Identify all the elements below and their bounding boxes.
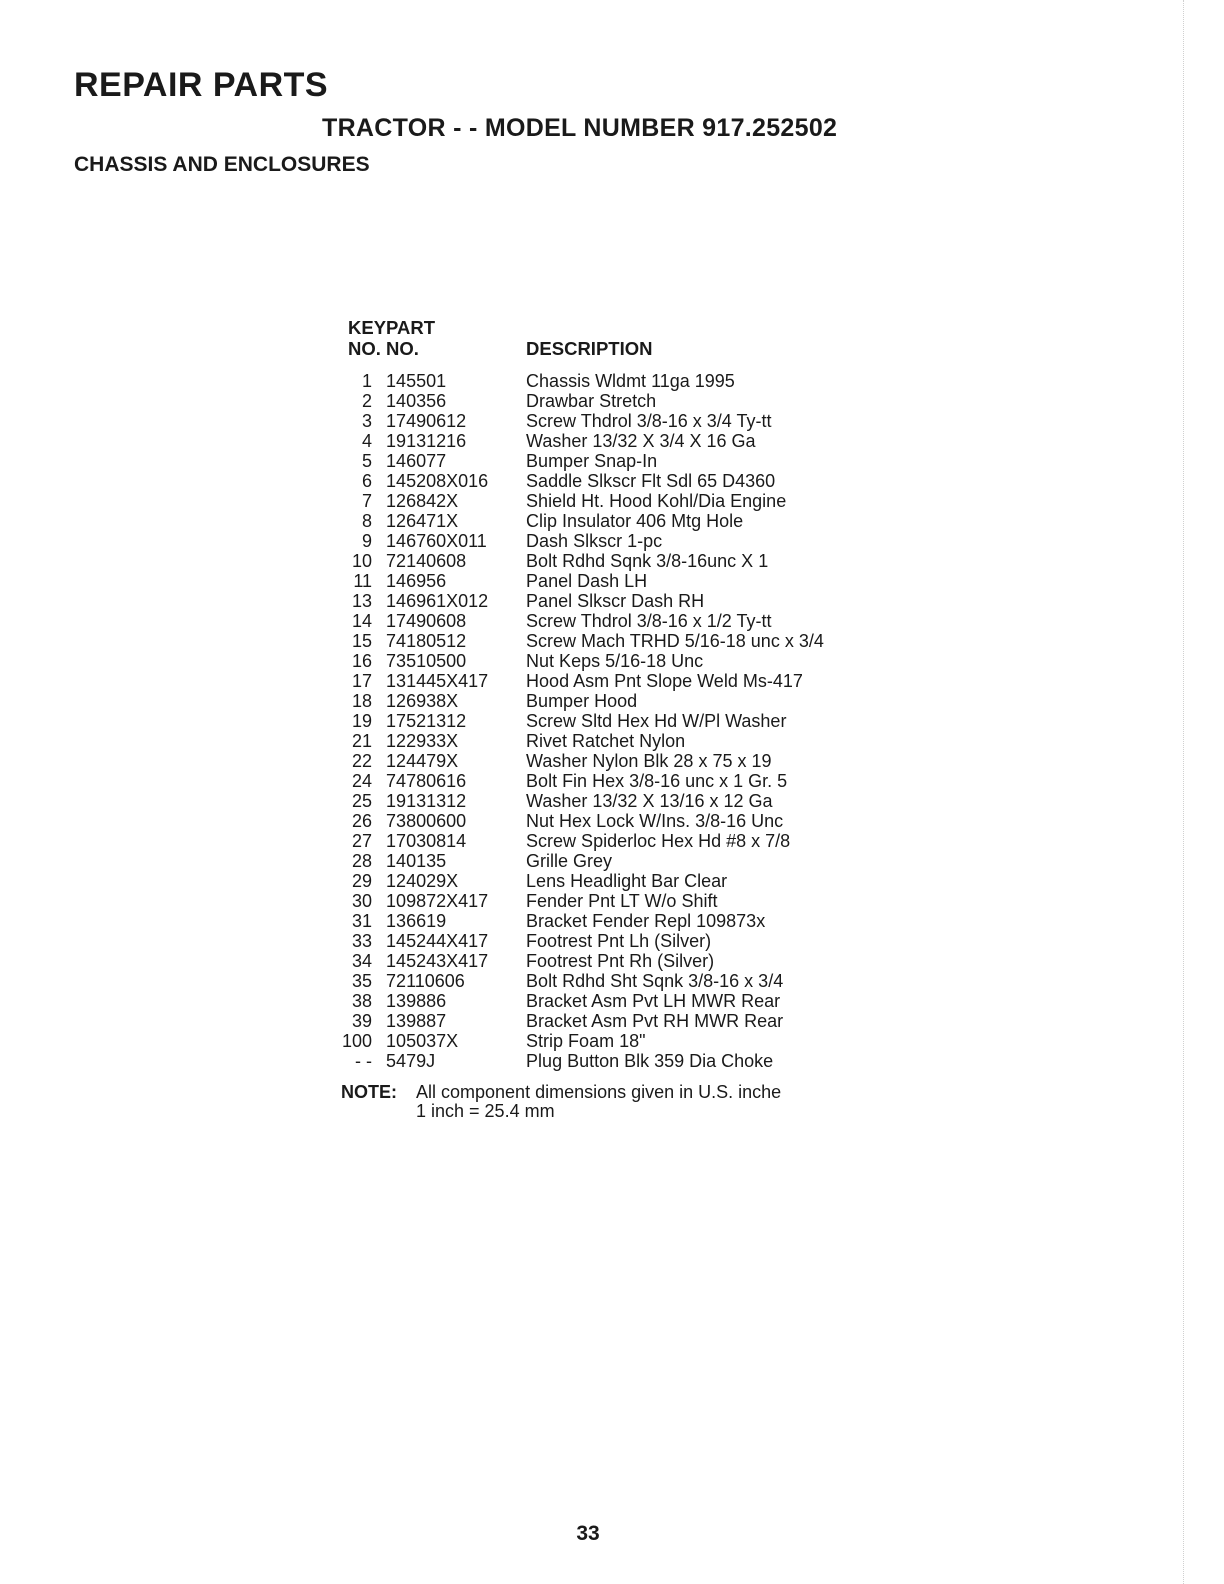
key-no-cell: 13 xyxy=(352,591,373,611)
description-cell: Screw Thdrol 3/8-16 x 1/2 Ty-tt xyxy=(526,611,772,631)
description-cell: Drawbar Stretch xyxy=(526,391,657,411)
part-no-cell: 145208X016 xyxy=(386,471,489,491)
key-no-cell: 38 xyxy=(352,991,373,1011)
part-no-cell: 146961X012 xyxy=(386,591,489,611)
key-no-cell: 7 xyxy=(362,491,373,511)
part-no-cell: 72110606 xyxy=(386,971,465,991)
table-row xyxy=(338,1011,878,1031)
description-cell: Footrest Pnt Lh (Silver) xyxy=(526,931,712,951)
table-row xyxy=(338,1031,878,1051)
description-cell: Chassis Wldmt 11ga 1995 xyxy=(526,371,735,391)
table-row xyxy=(338,931,878,951)
description-cell: Bracket Fender Repl 109873x xyxy=(526,911,766,931)
part-no-cell: 73510500 xyxy=(386,651,467,671)
description-cell: Screw Sltd Hex Hd W/Pl Washer xyxy=(526,711,787,731)
part-no-cell: 126842X xyxy=(386,491,459,511)
part-no-cell: 74780616 xyxy=(386,771,467,791)
key-no-cell: 30 xyxy=(352,891,373,911)
part-no-cell: 140356 xyxy=(386,391,447,411)
part-no-cell: 146956 xyxy=(386,571,447,591)
part-no-cell: 105037X xyxy=(386,1031,459,1051)
part-no-cell: 122933X xyxy=(386,731,459,751)
note xyxy=(341,1083,781,1121)
key-no-cell: 35 xyxy=(352,971,373,991)
description-cell: Washer 13/32 X 3/4 X 16 Ga xyxy=(526,431,756,451)
key-no-cell: 14 xyxy=(352,611,373,631)
key-no-cell: 21 xyxy=(352,731,373,751)
table-row xyxy=(338,691,878,711)
key-no-cell: 16 xyxy=(352,651,373,671)
description-cell: Bracket Asm Pvt LH MWR Rear xyxy=(526,991,781,1011)
key-no-cell: 5 xyxy=(362,451,373,471)
key-no-cell: 100 xyxy=(342,1031,373,1051)
part-no-cell: 17521312 xyxy=(386,711,467,731)
table-row xyxy=(338,751,878,771)
key-no-cell: 26 xyxy=(352,811,373,831)
description-cell: Nut Keps 5/16-18 Unc xyxy=(526,651,704,671)
part-no-cell: 139886 xyxy=(386,991,447,1011)
description-cell: Bumper Snap-In xyxy=(526,451,658,471)
model-title: TRACTOR - - MODEL NUMBER 917.252502 xyxy=(322,114,838,142)
key-no-cell: 25 xyxy=(352,791,373,811)
page-edge-line xyxy=(1182,0,1184,1584)
part-no-cell: 145501 xyxy=(386,371,447,391)
part-no-cell: 136619 xyxy=(386,911,447,931)
table-row xyxy=(338,811,878,831)
key-no-cell: 8 xyxy=(362,511,373,531)
table-row xyxy=(338,611,878,631)
description-cell: Grille Grey xyxy=(526,851,613,871)
key-no-cell: 22 xyxy=(352,751,373,771)
key-no-cell: 31 xyxy=(352,911,373,931)
header-row xyxy=(338,313,878,359)
key-no-cell: 15 xyxy=(352,631,373,651)
table-row xyxy=(338,1051,878,1071)
description-cell: Footrest Pnt Rh (Silver) xyxy=(526,951,715,971)
table-row xyxy=(338,991,878,1011)
key-no-cell: 19 xyxy=(352,711,373,731)
table-row xyxy=(338,491,878,511)
parts-table-header xyxy=(338,313,878,359)
description-cell: Washer Nylon Blk 28 x 75 x 19 xyxy=(526,751,772,771)
table-row xyxy=(338,731,878,751)
parts-table xyxy=(338,313,878,1071)
page-number: 33 xyxy=(576,1522,600,1545)
description-cell: Lens Headlight Bar Clear xyxy=(526,871,728,891)
table-row xyxy=(338,871,878,891)
table-row xyxy=(338,411,878,431)
description-cell: Washer 13/32 X 13/16 x 12 Ga xyxy=(526,791,773,811)
description-cell: Fender Pnt LT W/o Shift xyxy=(526,891,718,911)
part-no-cell: 5479J xyxy=(386,1051,436,1071)
table-row xyxy=(338,511,878,531)
part-no-cell: 17490612 xyxy=(386,411,467,431)
part-no-cell: 124479X xyxy=(386,751,459,771)
table-row xyxy=(338,591,878,611)
table-row xyxy=(338,711,878,731)
key-no-cell: 1 xyxy=(362,371,373,391)
part-no-cell: 73800600 xyxy=(386,811,467,831)
part-no-cell: 140135 xyxy=(386,851,447,871)
part-no-cell: 109872X417 xyxy=(386,891,489,911)
description-cell: Saddle Slkscr Flt Sdl 65 D4360 xyxy=(526,471,776,491)
table-row xyxy=(338,471,878,491)
description-cell: Rivet Ratchet Nylon xyxy=(526,731,686,751)
part-no-header xyxy=(386,313,518,359)
part-no-cell: 145244X417 xyxy=(386,931,489,951)
key-no-cell: 29 xyxy=(352,871,373,891)
part-no-cell: 126938X xyxy=(386,691,459,711)
key-no-header xyxy=(338,313,386,359)
page-title: REPAIR PARTS xyxy=(74,66,329,104)
table-row xyxy=(338,391,878,411)
table-row xyxy=(338,791,878,811)
table-row xyxy=(338,359,878,391)
description-cell: Screw Mach TRHD 5/16-18 unc x 3/4 xyxy=(526,631,824,651)
table-row xyxy=(338,951,878,971)
part-no-cell: 17030814 xyxy=(386,831,467,851)
table-row xyxy=(338,531,878,551)
key-no-cell: 2 xyxy=(362,391,373,411)
part-no-cell: 74180512 xyxy=(386,631,467,651)
section-title: CHASSIS AND ENCLOSURES xyxy=(74,153,370,176)
description-cell: Strip Foam 18" xyxy=(526,1031,646,1051)
description-cell: Plug Button Blk 359 Dia Choke xyxy=(526,1051,774,1071)
description-cell: Bumper Hood xyxy=(526,691,638,711)
key-no-cell: 34 xyxy=(352,951,373,971)
description-cell: Dash Slkscr 1-pc xyxy=(526,531,663,551)
table-row xyxy=(338,911,878,931)
part-header-line1: PART xyxy=(386,317,436,338)
key-no-cell: 33 xyxy=(352,931,373,951)
description-cell: Clip Insulator 406 Mtg Hole xyxy=(526,511,744,531)
table-row xyxy=(338,651,878,671)
key-header-line1: KEY xyxy=(348,317,387,338)
part-no-cell: 139887 xyxy=(386,1011,447,1031)
part-no-cell: 19131216 xyxy=(386,431,467,451)
key-no-cell: 27 xyxy=(352,831,373,851)
description-header: DESCRIPTION xyxy=(526,338,653,359)
note-label: NOTE: xyxy=(341,1082,397,1102)
part-header-line2: NO. xyxy=(386,338,419,359)
part-no-cell: 72140608 xyxy=(386,551,467,571)
key-no-cell: - - xyxy=(355,1051,373,1071)
key-no-cell: 11 xyxy=(353,571,373,591)
part-no-cell: 146077 xyxy=(386,451,447,471)
description-cell: Shield Ht. Hood Kohl/Dia Engine xyxy=(526,491,787,511)
key-no-cell: 4 xyxy=(362,431,373,451)
key-no-cell: 17 xyxy=(352,671,373,691)
table-row xyxy=(338,891,878,911)
part-no-cell: 146760X011 xyxy=(386,531,487,551)
table-row xyxy=(338,831,878,851)
table-row xyxy=(338,671,878,691)
parts-table-body xyxy=(338,359,878,1071)
key-no-cell: 39 xyxy=(352,1011,373,1031)
description-cell: Bolt Fin Hex 3/8-16 unc x 1 Gr. 5 xyxy=(526,771,788,791)
part-no-cell: 145243X417 xyxy=(386,951,489,971)
part-no-cell: 17490608 xyxy=(386,611,467,631)
key-no-cell: 18 xyxy=(352,691,373,711)
part-no-cell: 19131312 xyxy=(386,791,467,811)
part-no-cell: 124029X xyxy=(386,871,459,891)
description-cell: Bracket Asm Pvt RH MWR Rear xyxy=(526,1011,784,1031)
description-cell: Nut Hex Lock W/Ins. 3/8-16 Unc xyxy=(526,811,784,831)
table-row xyxy=(338,431,878,451)
key-header-line2: NO. xyxy=(348,338,381,359)
key-no-cell: 6 xyxy=(362,471,373,491)
key-no-cell: 9 xyxy=(362,531,373,551)
table-row xyxy=(338,771,878,791)
description-cell: Bolt Rdhd Sht Sqnk 3/8-16 x 3/4 xyxy=(526,971,784,991)
table-row xyxy=(338,551,878,571)
key-no-cell: 24 xyxy=(352,771,373,791)
key-no-cell: 3 xyxy=(362,411,373,431)
part-no-cell: 131445X417 xyxy=(386,671,489,691)
table-row xyxy=(338,571,878,591)
description-cell: Bolt Rdhd Sqnk 3/8-16unc X 1 xyxy=(526,551,769,571)
note-text: All component dimensions given in U.S. inche xyxy=(416,1082,782,1102)
table-row xyxy=(338,631,878,651)
table-row xyxy=(338,971,878,991)
description-cell: Hood Asm Pnt Slope Weld Ms-417 xyxy=(526,671,803,691)
description-cell: Screw Spiderloc Hex Hd #8 x 7/8 xyxy=(526,831,791,851)
description-cell: Screw Thdrol 3/8-16 x 3/4 Ty-tt xyxy=(526,411,772,431)
note-line2: 1 inch = 25.4 mm xyxy=(416,1101,555,1121)
note-line1 xyxy=(341,1083,781,1102)
table-row xyxy=(338,451,878,471)
key-no-cell: 10 xyxy=(352,551,373,571)
key-no-cell: 28 xyxy=(352,851,373,871)
part-no-cell: 126471X xyxy=(386,511,459,531)
description-cell: Panel Dash LH xyxy=(526,571,648,591)
table-row xyxy=(338,851,878,871)
description-cell: Panel Slkscr Dash RH xyxy=(526,591,705,611)
